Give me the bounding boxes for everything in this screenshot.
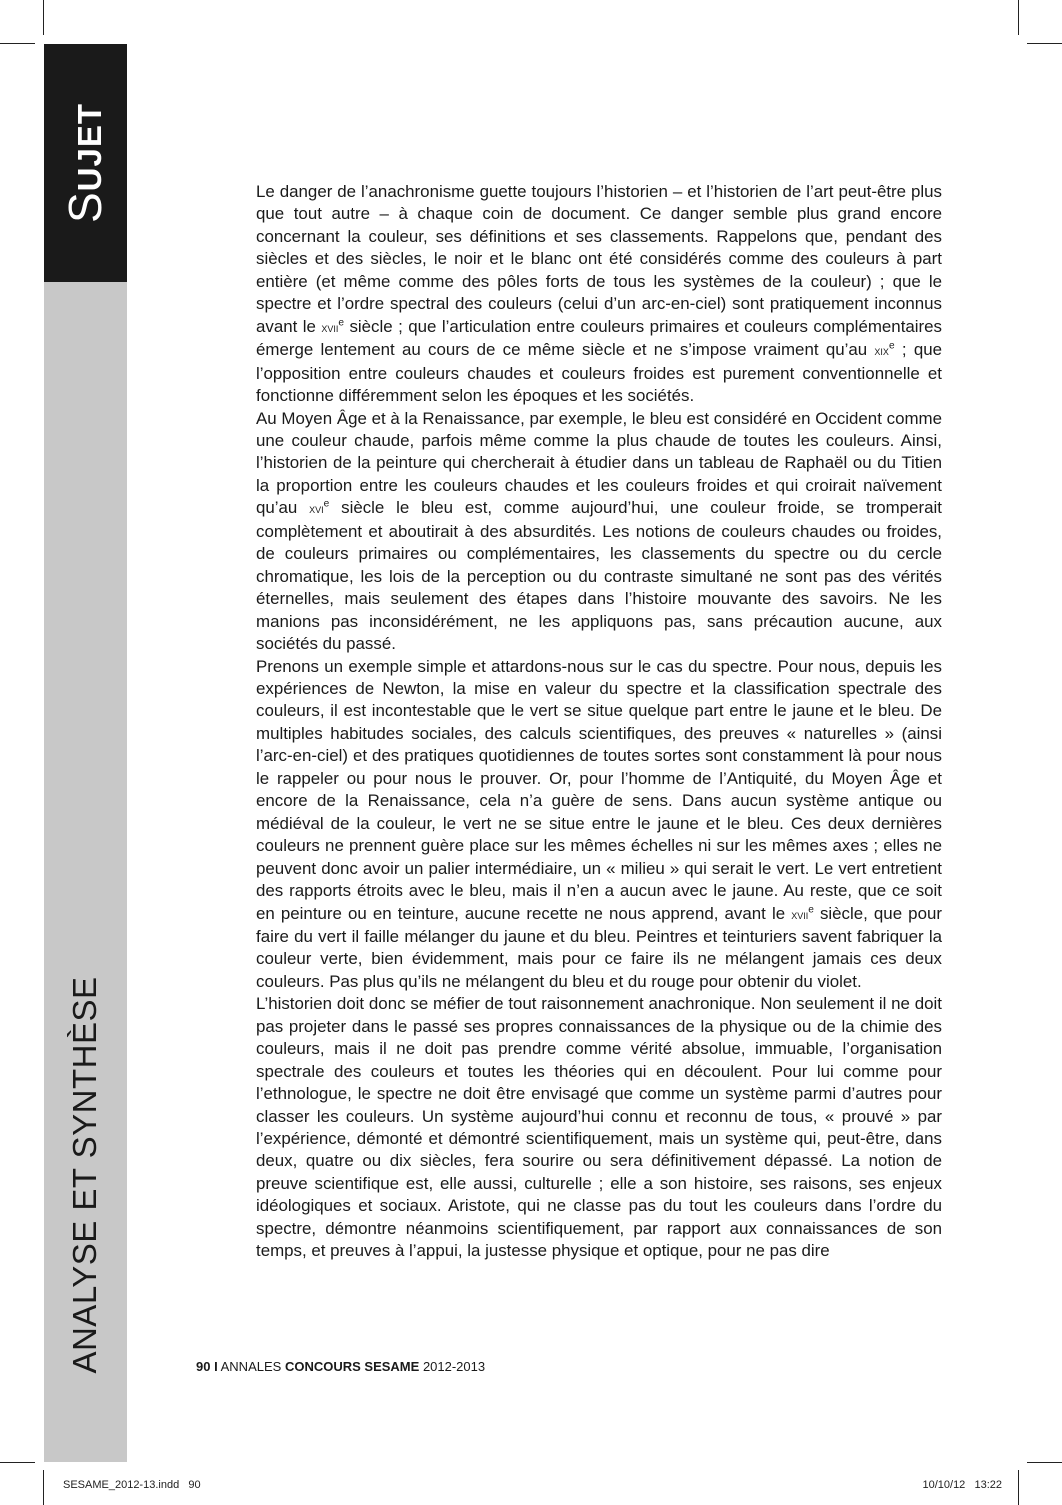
footer-separator: I bbox=[214, 1359, 218, 1374]
paragraph bbox=[256, 993, 942, 1262]
paragraph-text: L’historien doit donc se méfier de tout raisonnement anachronique. Non seulement il ne doit pas projeter dans le passé ses propres connaissances de la physique ou de la chimie des couleurs, mais il ne doit pas prendre comme vérité absolue, immuable, l’organisation spectrale des couleurs et toutes les théories qui en découlent. Pour lui comme pour l’ethnologue, le spectre ne doit être envisagé que comme un système parmi d’autres pour classer les couleurs. Un système aujourd’hui connu et reconnu de tous, « prouvé » par l’expérience, démonté et démontré scientifiquement, mais un système qui, peut-être, dans deux, quatre ou dix siècles, fera sourire ou sera définitivement dépassé. La notion de preuve scientifique est, elle aussi, culturelle ; elle a son histoire, ses raisons, ses enjeux idéologiques et sociaux. Aristote, qui ne classe pas du tout les couleurs dans l’ordre du spectre, démontre néanmoins scientifiquement, par rapport aux connaissances de son temps, et preuves à l’appui, la justesse physique et optique, pour ne pas dire bbox=[256, 994, 942, 1261]
section-initial: S bbox=[59, 191, 111, 224]
crop-mark bbox=[1018, 0, 1019, 35]
crop-mark bbox=[43, 0, 44, 35]
crop-mark bbox=[0, 1462, 35, 1463]
paragraph bbox=[256, 181, 942, 408]
print-slug-file: SESAME_2012-13.indd 90 bbox=[63, 1479, 201, 1491]
footer-annales: ANNALES bbox=[220, 1359, 282, 1374]
section-label-sujet bbox=[58, 103, 112, 223]
crop-mark bbox=[0, 43, 35, 44]
article-body bbox=[256, 181, 942, 1263]
print-slug-datetime: 10/10/12 13:22 bbox=[922, 1479, 1002, 1491]
paragraph-text: siècle ; que l’articulation entre couleurs primaires et couleurs complémentaires émerge lentement au cours de ce même siècle et ne s’impose vraiment qu’au bbox=[256, 316, 942, 360]
paragraph-text: Au Moyen Âge et à la Renaissance, par exemple, le bleu est considéré en Occident comme une couleur chaude, parfois même comme la plus chaude de toutes les couleurs. Ainsi, l’historien de la peinture qui chercherait à étudier dans un tableau de Raphaël ou du Titien la proportion entre les couleurs chaudes et les couleurs froides et qui croirait naïvement qu’au bbox=[256, 408, 942, 518]
paragraph bbox=[256, 656, 942, 994]
paragraph-text: siècle, que pour faire du vert il faille mélanger du jaune et du bleu. Peintres et teinturiers savent fabriquer la couleur verte, bien évidemment, mais pour ce faire ils ne mélangent jamais ces deux couleurs. Pas plus qu’ils ne mélangent du bleu et du rouge pour obtenir du violet. bbox=[256, 903, 942, 991]
crop-mark bbox=[1018, 1470, 1019, 1505]
paragraph-text: siècle le bleu est, comme aujourd’hui, une couleur froide, se tromperait complètement et aboutirait à des absurdités. Les notions de couleurs chaudes ou froides, de couleurs primaires ou complémentaires, les classements du spectre ou du cercle chromatique, les lois de la perception ou du contraste simultané ne sont pas des vérités éternelles, mais seulement des étapes dans l’histoire mouvante des savoirs. Ne les manions pas inconsidérément, ne les appliquons pas, sans précaution aucune, aux sociétés du passé. bbox=[256, 498, 942, 654]
crop-mark bbox=[43, 1470, 44, 1505]
footer-years: 2012-2013 bbox=[422, 1359, 486, 1374]
paragraph bbox=[256, 408, 942, 656]
page-number: 90 bbox=[196, 1359, 211, 1374]
century-numeral: xvii bbox=[791, 906, 809, 922]
ordinal-suffix: e bbox=[323, 498, 330, 510]
footer-brand: CONCOURS SESAME bbox=[284, 1359, 420, 1374]
section-rest: UJET bbox=[71, 102, 108, 192]
century-numeral: xvi bbox=[309, 501, 324, 517]
paragraph-text: Prenons un exemple simple et attardons-nous sur le cas du spectre. Pour nous, depuis les expériences de Newton, la mise en valeur du spectre et la classification spectrale des couleurs, il est incontestable que le vert se situe quelque part entre le jaune et le bleu. De multiples habitudes sociales, des calculs scientifiques, des preuves « naturelles » (ainsi l’arc-en-ciel) et des pratiques quotidiennes de toutes sortes sont constamment là pour nous le rappeler ou pour nous le prouver. Or, pour l’homme de l’Antiquité, du Moyen Âge et encore de la Renaissance, cela n’a guère de sens. Dans aucun système antique ou médiéval de la couleur, le vert ne se situe entre le jaune et le bleu. Ces deux dernières couleurs ne prennent guère place sur les mêmes échelles ni sur les mêmes axes ; elles ne peuvent donc avoir un palier intermédiaire, un « milieu » qui serait le vert. Le vert entretient des rapports étroits avec le bleu, mais il n’en a aucun avec le jaune. Au reste, que ce soit en peinture ou en teinture, aucune recette ne nous apprend, avant le bbox=[256, 656, 942, 923]
ordinal-suffix: e bbox=[808, 903, 814, 915]
ordinal-suffix: e bbox=[888, 340, 895, 352]
page-footer bbox=[196, 1359, 485, 1374]
paragraph-text: ; que l’opposition entre couleurs chaudes et couleurs froides est purement conventionnelle et fonctionne différemment selon les époques et les sociétés. bbox=[256, 340, 942, 406]
century-numeral: xix bbox=[874, 343, 889, 359]
section-label-analyse: ANALYSE ET SYNTHÈSE bbox=[66, 976, 103, 1374]
ordinal-suffix: e bbox=[338, 317, 345, 329]
century-numeral: xvii bbox=[321, 319, 339, 335]
paragraph-text: Le danger de l’anachronisme guette toujours l’historien – et l’historien de l’art peut-être plus que tout autre – à chaque coin de document. Ce danger semble plus grand encore concernant la couleur, ses définitions et ses classements. Rappelons que, pendant des siècles et des siècles, le noir et le blanc ont été considérés comme des couleurs à part entière (et même comme des pôles forts de tous les systèmes de la couleur) ; que le spectre et l’ordre spectral des couleurs (celui d’un arc-en-ciel) sont pratiquement inconnus avant le bbox=[256, 182, 942, 336]
crop-mark bbox=[1027, 1462, 1062, 1463]
crop-mark bbox=[1027, 43, 1062, 44]
